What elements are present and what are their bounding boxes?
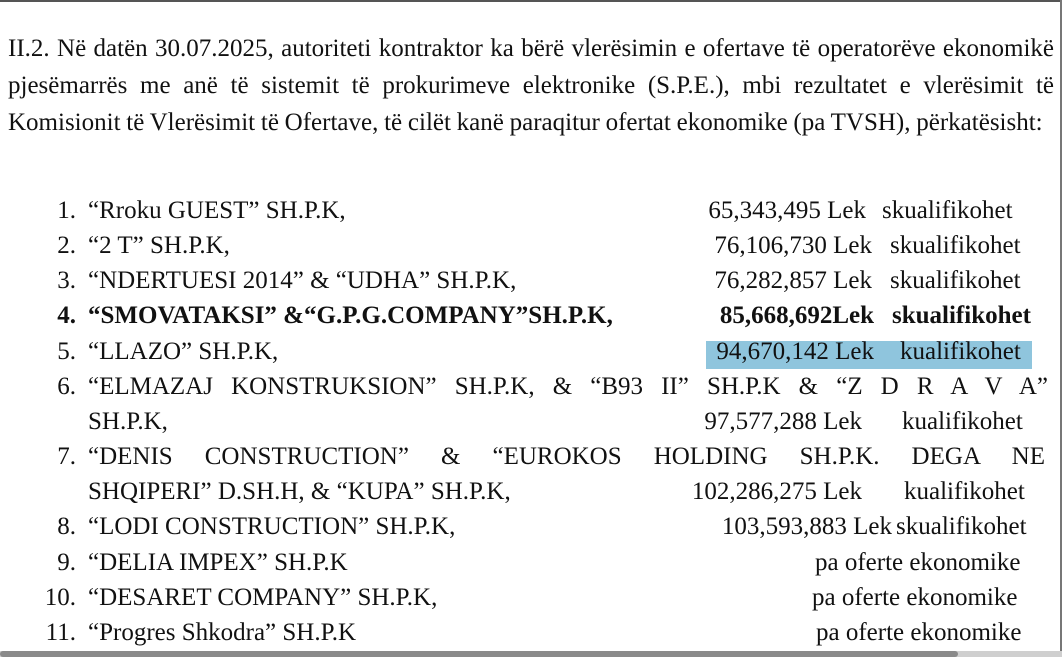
bidder-row xyxy=(0,580,1062,615)
bidder-row xyxy=(0,369,1062,404)
bidder-status: pa oferte ekonomike xyxy=(815,549,1021,576)
bidder-status: skualifikohet xyxy=(890,267,1021,294)
bidder-row xyxy=(0,228,1062,263)
bidder-number: 7. xyxy=(57,443,76,470)
bidder-status: skualifikohet xyxy=(890,232,1021,259)
bidder-number: 2. xyxy=(57,232,76,259)
bidder-number: 6. xyxy=(57,373,76,400)
bidder-row xyxy=(0,298,1062,333)
bidder-name: “LLAZO” SH.P.K, xyxy=(88,338,279,365)
bidder-number: 4. xyxy=(57,302,76,329)
bidder-name: “DESARET COMPANY” SH.P.K, xyxy=(88,584,438,611)
bidder-status: skualifikohet xyxy=(882,197,1013,224)
bidder-name: “DELIA IMPEX” SH.P.K xyxy=(88,549,348,576)
scrollbar-thumb[interactable] xyxy=(0,651,958,657)
bidder-row xyxy=(0,193,1062,228)
bidder-status: kualifikohet xyxy=(900,338,1021,365)
bidder-amount: 85,668,692Lek xyxy=(719,302,874,329)
bidder-name: “NDERTUESI 2014” & “UDHA” SH.P.K, xyxy=(88,267,517,294)
bidder-name-line1: “ELMAZAJ KONSTRUKSION” SH.P.K, & “B93 II” SH.P.K & “Z D R A V A” xyxy=(88,373,1048,400)
bidder-row xyxy=(0,545,1062,580)
intro-paragraph: II.2. Në datën 30.07.2025, autoriteti kontraktor ka bërë vlerësimin e ofertave të operatorëve ekonomikë pjesëmarrës me anë të sistemit të prokurimeve elektronike (S.P.E.), mbi rezultatet e vlerësimit të Komisionit të Vlerësimit të Ofertave, të cilët kanë paraqitur ofertat ekonomike (pa TVSH), përkatësisht: xyxy=(8,35,1054,136)
bidder-number: 11. xyxy=(45,619,76,646)
bidder-amount: 103,593,883 Lek xyxy=(721,513,892,540)
bidder-row-continuation xyxy=(0,474,1062,509)
window-top-border xyxy=(0,0,1062,2)
bidder-status: pa oferte ekonomike xyxy=(812,584,1018,611)
bidder-row xyxy=(0,334,1062,369)
bidder-amount: 76,106,730 Lek xyxy=(714,232,872,259)
bidder-status: pa oferte ekonomike xyxy=(816,619,1022,646)
bidder-status: kualifikohet xyxy=(902,408,1023,435)
bidder-name: “LODI CONSTRUCTION” SH.P.K, xyxy=(88,513,456,540)
bidder-name: “Rroku GUEST” SH.P.K, xyxy=(88,197,346,224)
bidder-amount: 97,577,288 Lek xyxy=(704,408,862,435)
bidder-amount: 76,282,857 Lek xyxy=(714,267,872,294)
bidder-status: kualifikohet xyxy=(904,478,1025,505)
bidder-number: 1. xyxy=(57,197,76,224)
bidder-name: “Progres Shkodra” SH.P.K xyxy=(88,619,357,646)
bidder-name: “2 T” SH.P.K, xyxy=(88,232,230,259)
bidder-row xyxy=(0,439,1062,474)
bidder-number: 10. xyxy=(44,584,76,611)
bidder-number: 9. xyxy=(57,549,76,576)
bidder-row xyxy=(0,263,1062,298)
bidder-row xyxy=(0,615,1062,650)
bidder-row xyxy=(0,509,1062,544)
bidder-name-line2: SH.P.K, xyxy=(88,408,168,435)
bidder-row-continuation xyxy=(0,404,1062,439)
bidder-status: skualifikohet xyxy=(892,302,1031,329)
bidder-name-line1: “DENIS CONSTRUCTION” & “EUROKOS HOLDING SH.P.K. DEGA NE xyxy=(88,443,1045,470)
bidder-amount: 102,286,275 Lek xyxy=(691,478,862,505)
bidder-name: “SMOVATAKSI” &“G.P.G.COMPANY”SH.P.K, xyxy=(88,302,613,329)
bidder-amount: 94,670,142 Lek xyxy=(716,338,874,365)
bidder-number: 3. xyxy=(57,267,76,294)
bidder-amount: 65,343,495 Lek xyxy=(708,197,866,224)
bidder-name-line2: SHQIPERI” D.SH.H, & “KUPA” SH.P.K, xyxy=(88,478,511,505)
bidder-status: skualifikohet xyxy=(896,513,1027,540)
bidder-number: 5. xyxy=(57,338,76,365)
bidder-number: 8. xyxy=(57,513,76,540)
